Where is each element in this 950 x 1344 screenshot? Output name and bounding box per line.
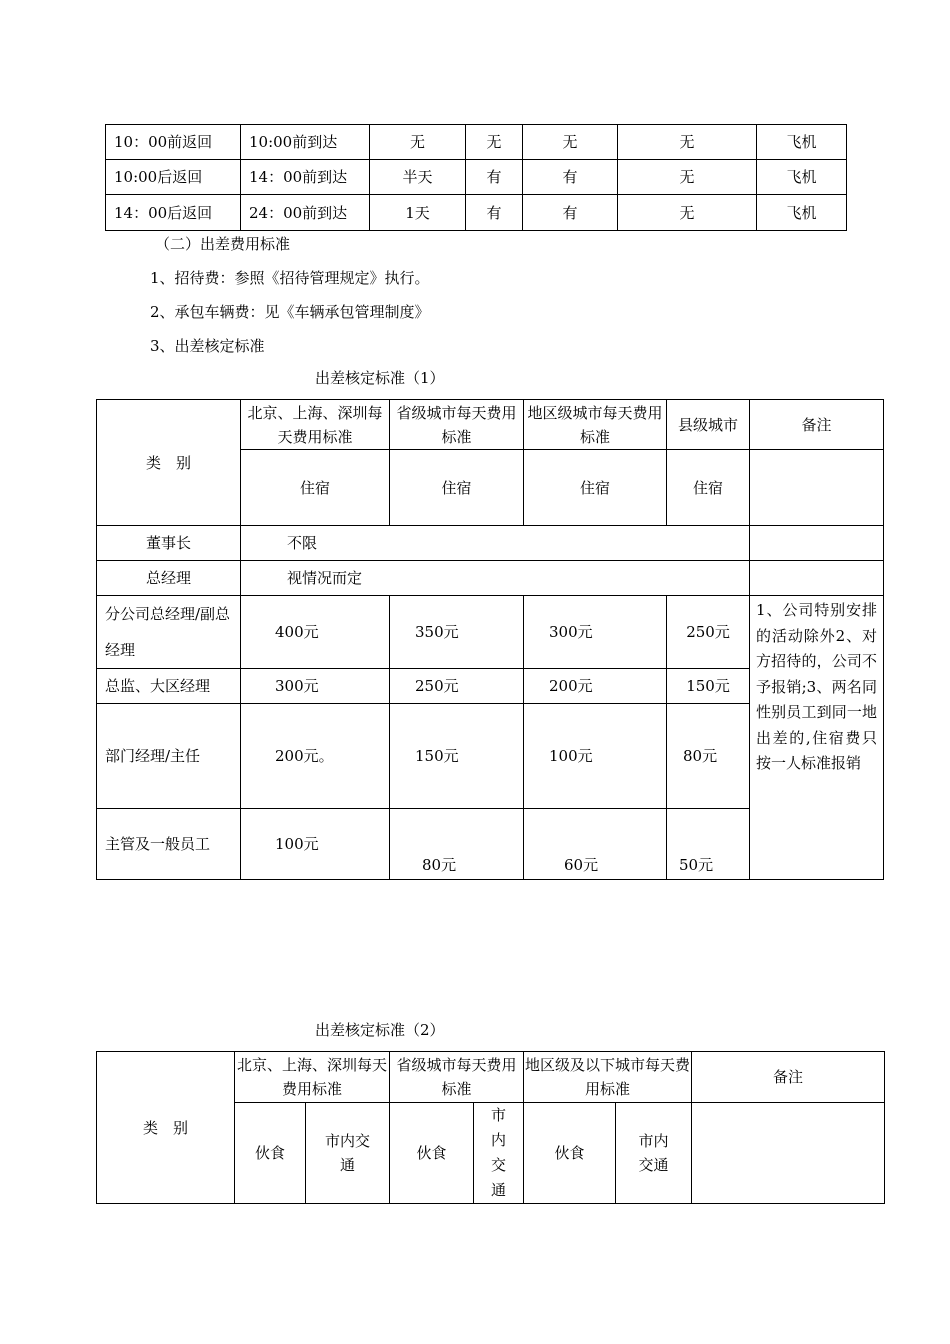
lodging-subheader: 住宿	[390, 450, 524, 526]
arrival-time-cell: 14：00前到达	[241, 160, 370, 195]
table-cell: 无	[618, 160, 757, 195]
lodging-value: 80元	[390, 809, 524, 880]
role-value: 视情况而定	[241, 561, 750, 596]
transport-cell: 飞机	[757, 195, 847, 231]
lodging-value: 300元	[524, 596, 667, 669]
top-schedule-table	[105, 124, 847, 231]
lodging-value: 200元	[524, 669, 667, 704]
column-header: 省级城市每天费用标准	[390, 400, 524, 450]
column-header: 地区级城市每天费用标准	[524, 400, 667, 450]
table-cell: 有	[466, 160, 523, 195]
table-cell: 无	[466, 125, 523, 160]
table-cell: 有	[466, 195, 523, 231]
empty-cell	[750, 450, 884, 526]
transport-subheader: 市内交通	[616, 1103, 692, 1204]
return-time-cell: 14：00后返回	[106, 195, 241, 231]
table-row	[106, 125, 847, 160]
empty-cell	[692, 1103, 885, 1204]
column-header: 北京、上海、深圳每天费用标准	[241, 400, 390, 450]
lodging-value: 200元。	[241, 704, 390, 809]
table-cell: 有	[523, 160, 618, 195]
role-label: 董事长	[97, 526, 241, 561]
lodging-subheader: 住宿	[524, 450, 667, 526]
arrival-time-cell: 24：00前到达	[241, 195, 370, 231]
travel-standard-table-1	[96, 399, 884, 880]
table-row	[97, 561, 884, 596]
return-time-cell: 10：00前返回	[106, 125, 241, 160]
table-header-row	[97, 1052, 885, 1103]
role-value: 不限	[241, 526, 750, 561]
column-header: 北京、上海、深圳每天费用标准	[235, 1052, 390, 1103]
table-cell: 半天	[370, 160, 466, 195]
food-subheader: 伙食	[524, 1103, 616, 1204]
table-cell: 无	[618, 195, 757, 231]
role-label: 主管及一般员工	[97, 809, 241, 880]
table-cell: 无	[523, 125, 618, 160]
food-subheader: 伙食	[390, 1103, 474, 1204]
paragraph-item-1: 1、招待费：参照《招待管理规定》执行。	[150, 269, 430, 287]
lodging-subheader: 住宿	[667, 450, 750, 526]
column-header: 省级城市每天费用标准	[390, 1052, 524, 1103]
lodging-value: 250元	[667, 596, 750, 669]
travel-standard-table-2	[96, 1051, 885, 1204]
table-row	[97, 526, 884, 561]
paragraph-item-2: 2、承包车辆费：见《车辆承包管理制度》	[150, 303, 430, 321]
lodging-value: 250元	[390, 669, 524, 704]
transport-subheader: 市内交通	[474, 1103, 524, 1204]
food-subheader: 伙食	[235, 1103, 306, 1204]
lodging-value: 100元	[524, 704, 667, 809]
role-label: 分公司总经理/副总经理	[97, 596, 241, 669]
notes-cell: 1、公司特别安排的活动除外2、对方招待的，公司不予报销;3、两名同性别员工到同一地出差的,住宿费只按一人标准报销	[750, 596, 884, 880]
table-header-row	[97, 400, 884, 450]
transport-cell: 飞机	[757, 160, 847, 195]
table2-caption: 出差核定标准（2）	[315, 1021, 445, 1039]
table-cell: 无	[370, 125, 466, 160]
return-time-cell: 10:00后返回	[106, 160, 241, 195]
notes-header: 备注	[692, 1052, 885, 1103]
lodging-value: 50元	[667, 809, 750, 880]
category-header: 类 别	[97, 400, 241, 526]
table-cell: 1天	[370, 195, 466, 231]
lodging-value: 350元	[390, 596, 524, 669]
notes-header: 备注	[750, 400, 884, 450]
table1-caption: 出差核定标准（1）	[315, 369, 445, 387]
role-label: 部门经理/主任	[97, 704, 241, 809]
role-label: 总监、大区经理	[97, 669, 241, 704]
empty-cell	[750, 561, 884, 596]
lodging-value: 100元	[241, 809, 390, 880]
empty-cell	[750, 526, 884, 561]
table-row	[97, 596, 884, 669]
table-row	[106, 195, 847, 231]
lodging-value: 150元	[390, 704, 524, 809]
arrival-time-cell: 10:00前到达	[241, 125, 370, 160]
table-row	[106, 160, 847, 195]
lodging-value: 400元	[241, 596, 390, 669]
lodging-value: 150元	[667, 669, 750, 704]
table-cell: 有	[523, 195, 618, 231]
role-label: 总经理	[97, 561, 241, 596]
lodging-value: 60元	[524, 809, 667, 880]
column-header: 地区级及以下城市每天费用标准	[524, 1052, 692, 1103]
section-heading: （二）出差费用标准	[155, 235, 291, 253]
lodging-value: 80元	[667, 704, 750, 809]
category-header: 类 别	[97, 1052, 235, 1204]
lodging-subheader: 住宿	[241, 450, 390, 526]
lodging-value: 300元	[241, 669, 390, 704]
table-cell: 无	[618, 125, 757, 160]
column-header: 县级城市	[667, 400, 750, 450]
transport-cell: 飞机	[757, 125, 847, 160]
paragraph-item-3: 3、出差核定标准	[150, 337, 265, 355]
transport-subheader: 市内交通	[306, 1103, 390, 1204]
